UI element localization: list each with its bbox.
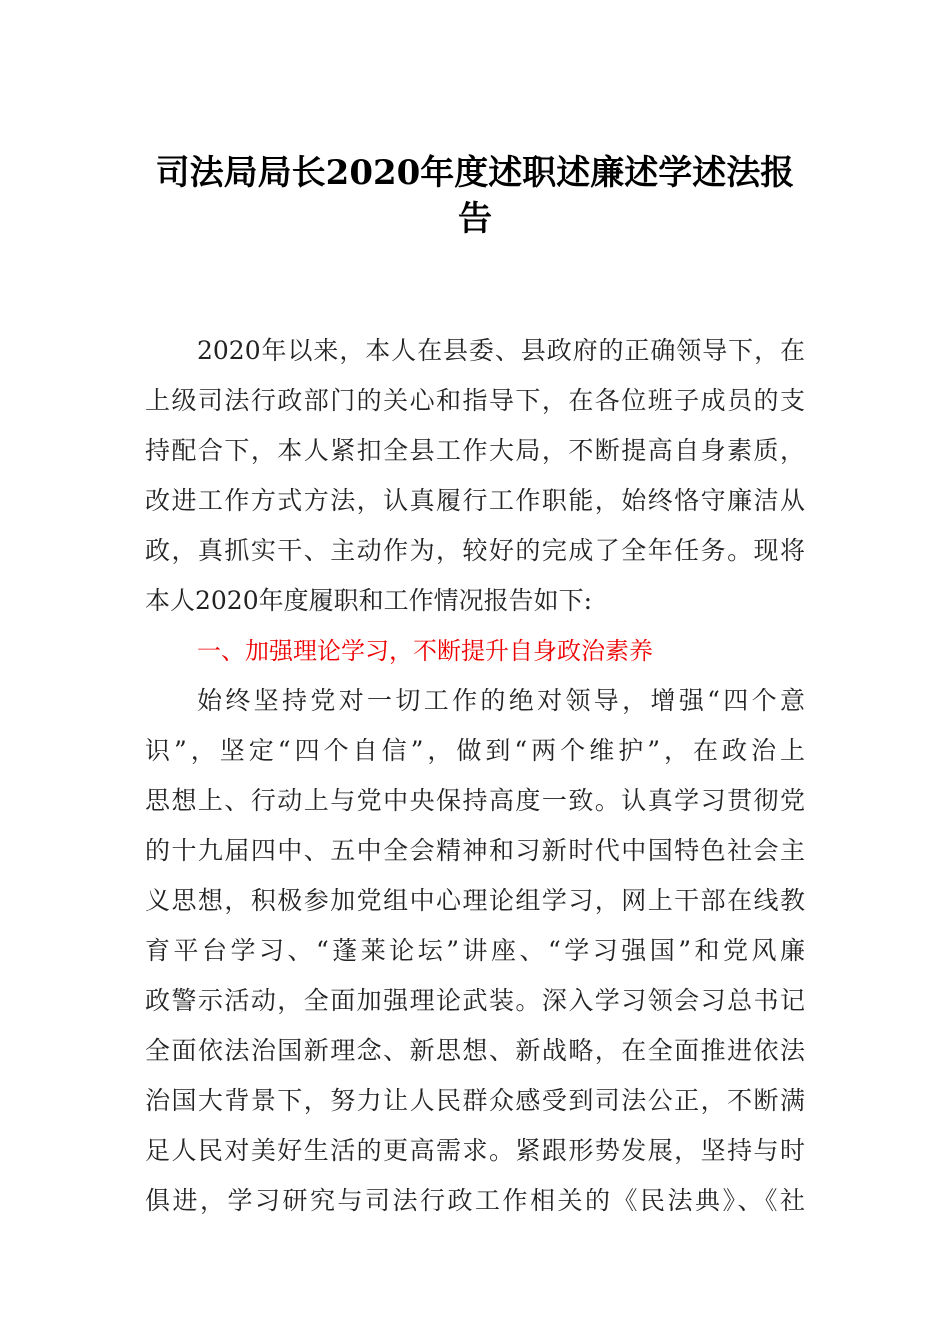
paragraph-2-line-6: 育平台学习、“蓬莱论坛”讲座、“学习强国”和党风廉 xyxy=(145,936,805,965)
paragraph-2-line-8: 全面依法治国新理念、新思想、新战略，在全面推进依法 xyxy=(145,1036,805,1065)
section-1-heading: 一、加强理论学习，不断提升自身政治素养 xyxy=(197,637,653,665)
document-title xyxy=(140,150,810,242)
paragraph-2-line-4: 的十九届四中、五中全会精神和习新时代中国特色社会主 xyxy=(145,836,805,865)
paragraph-2-line-10: 足人民对美好生活的更高需求。紧跟形势发展，坚持与时 xyxy=(145,1136,805,1165)
paragraph-1-line-6: 本人2020年度履职和工作情况报告如下: xyxy=(145,586,593,615)
paragraph-1-line-5: 政，真抓实干、主动作为，较好的完成了全年任务。现将 xyxy=(145,536,805,565)
paragraph-1-line-2: 上级司法行政部门的关心和指导下，在各位班子成员的支 xyxy=(145,386,805,415)
paragraph-2-line-1: 始终坚持党对一切工作的绝对领导，增强“四个意 xyxy=(197,686,805,715)
paragraph-1-line-4: 改进工作方式方法，认真履行工作职能，始终恪守廉洁从 xyxy=(145,486,805,515)
title-line-2: 告 xyxy=(458,199,492,239)
paragraph-2-line-9: 治国大背景下，努力让人民群众感受到司法公正，不断满 xyxy=(145,1086,805,1115)
paragraph-2-line-2: 识”，坚定“四个自信”，做到“两个维护”，在政治上 xyxy=(145,736,805,765)
paragraph-2-line-5: 义思想，积极参加党组中心理论组学习，网上干部在线教 xyxy=(145,886,805,915)
document-body xyxy=(145,326,805,1226)
paragraph-2-line-3: 思想上、行动上与党中央保持高度一致。认真学习贯彻党 xyxy=(145,786,805,815)
paragraph-1-line-3: 持配合下，本人紧扣全县工作大局，不断提高自身素质， xyxy=(145,436,805,465)
paragraph-2-line-11: 俱进，学习研究与司法行政工作相关的《民法典》、《社 xyxy=(145,1186,805,1215)
title-line-1: 司法局局长2020年度述职述廉述学述法报 xyxy=(155,153,795,193)
paragraph-1-line-1: 2020年以来，本人在县委、县政府的正确领导下，在 xyxy=(197,336,805,365)
paragraph-2-line-7: 政警示活动，全面加强理论武装。深入学习领会习总书记 xyxy=(145,986,805,1015)
